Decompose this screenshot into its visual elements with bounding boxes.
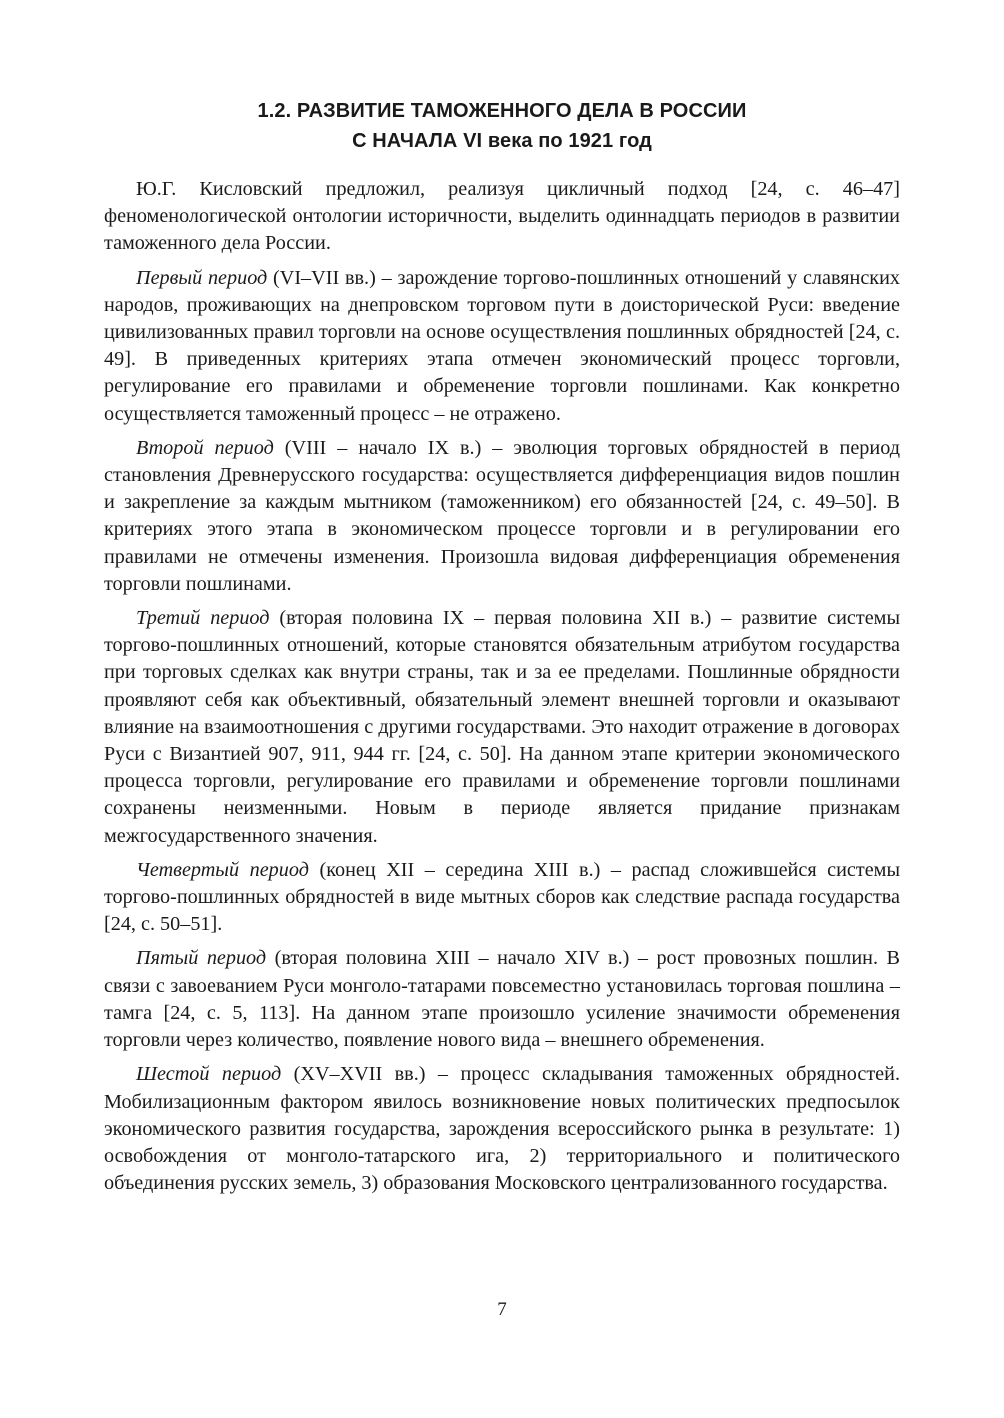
- document-page: [104, 96, 900, 1204]
- section-heading-line-1: 1.2. РАЗВИТИЕ ТАМОЖЕННОГО ДЕЛА В РОССИИ: [257, 100, 747, 122]
- section-heading: [104, 96, 900, 156]
- paragraph-text: (вторая половина IX – первая половина XII в.) – развитие системы торгово-пошлинных отношений, которые становятся обязательным атрибутом государства при торговых сделках как внутри страны, так и за ее пределами. Пошлинные обрядности проявляют себя как объективный, обязательный элемент внешней торговли и оказывают влияние на взаимоотношения с другими государствами. Это находит отражение в договорах Руси с Византией 907, 911, 944 гг. [24, с. 50]. На данном этапе критерии экономического процесса торговли, регулирование его правилами и обременение торговли пошлинами сохранены неизменными. Новым в периоде является придание признакам межгосударственного значения.: [104, 607, 901, 847]
- section-heading-line-2: С НАЧАЛА VI века по 1921 год: [352, 130, 652, 152]
- paragraph-text: Ю.Г. Кисловский предложил, реализуя цикличный подход [24, с. 46–47] феноменологической онтологии историчности, выделить одиннадцать периодов в развитии таможенного дела России.: [104, 178, 900, 255]
- paragraph-lead: Второй период: [136, 436, 274, 459]
- paragraph-text: (VIII – начало IX в.) – эволюция торговых обрядностей в период становления Древнерусского государства: осуществляется дифференциация видов пошлин и закрепление за каждым мытником (таможенником) его обязанностей [24, с. 49–50]. В критериях этого этапа в экономическом процессе торговли и в регулировании его правилами не отмечены изменения. Произошла видовая дифференциация обременения торговли пошлинами.: [104, 436, 900, 595]
- paragraph-text: (конец XII – середина XIII в.) – распад сложившейся системы торгово-пошлинных обрядностей в виде мытных сборов как следствие распада государства [24, с. 50–51].: [104, 858, 901, 936]
- paragraph-text: (VI–VII вв.) – зарождение торгово-пошлинных отношений у славянских народов, проживающих на днепровском торговом пути в доисторической Руси: введение цивилизованных правил торговли на основе осуществления пошлинных обрядностей [24, с. 49]. В приведенных критериях этапа отмечен экономический процесс торговли, регулирование его правилами и обременение торговли пошлинами. Как конкретно осуществляется таможенный процесс – не отражено.: [104, 266, 900, 425]
- paragraph-lead: Третий период: [136, 607, 270, 630]
- paragraph-period-5: [104, 945, 900, 1054]
- paragraph-text: (вторая половина XIII – начало XIV в.) – рост провозных пошлин. В связи с завоеванием Руси монголо-татарами повсеместно установилась торговая пошлина – тамга [24, с. 5, 113]. На данном этапе произошло усиление значимости обременения торговли через количество, появление нового вида – внешнего обременения.: [104, 947, 901, 1052]
- paragraph-lead: Четвертый период: [136, 858, 309, 881]
- paragraph-text: (XV–XVII вв.) – процесс складывания таможенных обрядностей. Мобилизационным фактором явилось возникновение новых политических предпосылок экономического развития государства, зарождения всероссийского рынка в результате: 1) освобождения от монголо-татарского ига, 2) территориального и политического объединения русских земель, 3) образования Московского централизованного государства.: [104, 1063, 900, 1195]
- paragraph-period-6: [104, 1061, 900, 1197]
- paragraph-period-1: [104, 265, 900, 428]
- page-number: 7: [497, 1299, 507, 1320]
- paragraph-intro: [104, 176, 900, 258]
- paragraph-lead: Первый период: [136, 266, 268, 289]
- paragraph-period-3: [104, 605, 900, 850]
- paragraph-period-4: [104, 857, 900, 939]
- paragraph-lead: Шестой период: [136, 1063, 282, 1086]
- paragraph-lead: Пятый период: [136, 947, 267, 970]
- paragraph-period-2: [104, 435, 900, 598]
